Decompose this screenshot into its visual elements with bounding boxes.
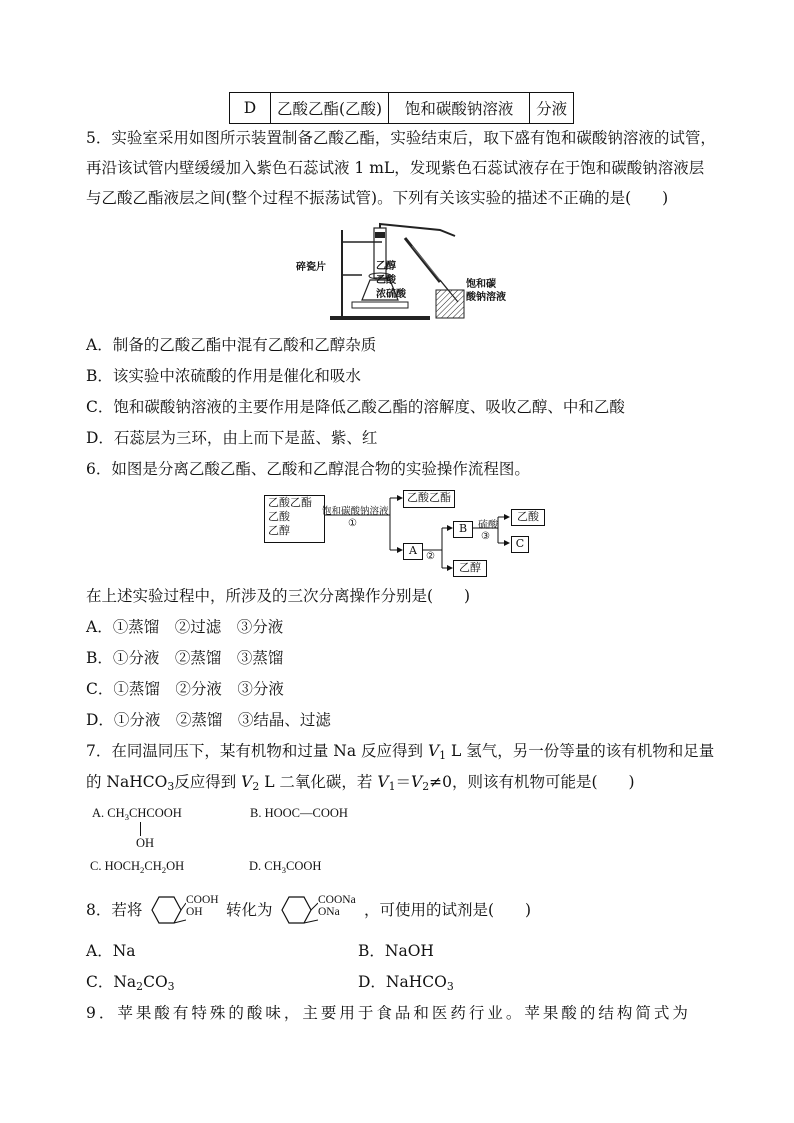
q5-option-a: A．制备的乙酸乙酯中混有乙酸和乙醇杂质 [86, 336, 377, 354]
q7-optD-a: D. CH [249, 859, 282, 873]
left-cooh: COOH [186, 894, 219, 906]
q7-optA-bond [140, 822, 141, 836]
label-porcelain-chips: 碎瓷片 [296, 262, 326, 273]
q5-line2: 再沿该试管内壁缓缓加入紫色石蕊试液 1 mL，发现紫色石蕊试液存在于饱和碳酸钠溶液层 [86, 159, 705, 177]
right-substituents [318, 894, 356, 918]
label-conc-h2so4: 浓硫酸 [376, 289, 406, 300]
step1-number: ① [348, 518, 357, 529]
step1-reagent: 饱和碳酸钠溶液 [322, 506, 389, 517]
step2-number: ② [426, 551, 435, 562]
q7-option-c: C. $HOCH_2CH_2OH$ [90, 859, 185, 875]
q7-line2: 的 NaHCO$_3$反应得到 $V_2$ L 二氧化碳，若 $V_1=V_2\ne 0$，则该有机物可能是( ) [86, 773, 635, 793]
q8-option-c: C．$Na_2CO_3$ [86, 973, 175, 993]
benzene-ring-right [276, 893, 318, 927]
mixture-ethanol: 乙醇 [268, 524, 290, 537]
flow-ethanol-box: 乙醇 [453, 560, 487, 577]
table-cell-substance: 乙酸乙酯(乙酸) [271, 93, 389, 124]
label-ethanol: 乙醇 [376, 261, 396, 272]
right-ona: ONa [318, 906, 340, 918]
mixture-ester: 乙酸乙酯 [268, 496, 312, 509]
step3-reagent: 硫酸 [478, 520, 498, 531]
q7-optA-rest: CHCOOH [129, 806, 182, 820]
left-oh: OH [186, 906, 203, 918]
q8-option-d: D．NaHCO$_3$ [358, 973, 454, 993]
q7-line2-b: 反应得到 [174, 773, 242, 791]
flow-box-b: B [453, 521, 473, 538]
q5-option-c: C．饱和碳酸钠溶液的主要作用是降低乙酸乙酯的溶解度、吸收乙醇、中和乙酸 [86, 398, 625, 416]
benzene-ring-left [144, 893, 186, 927]
q7-option-a: A. $CH_3CHCOOH$ [92, 806, 182, 822]
q8-optC-b: CO [143, 973, 168, 991]
q7-option-d: D. $CH_3COOH$ [249, 859, 322, 875]
q7-line2-c: L 二氧化碳，若 [259, 773, 378, 791]
q7-optC-a: C. HOCH [90, 859, 141, 873]
table-cell-letter: D [230, 93, 271, 124]
table-cell-reagent: 饱和碳酸钠溶液 [389, 93, 530, 124]
q6-option-b: B．①分液 ②蒸馏 ③蒸馏 [86, 649, 284, 667]
q8-prefix: 8．若将 [86, 901, 143, 919]
q7-line1-a: 7．在同温同压下，某有机物和过量 Na 反应得到 [86, 742, 428, 760]
answer-table-row [229, 92, 574, 124]
flow-acid-box: 乙酸 [511, 509, 545, 526]
q7-optC-c: OH [166, 859, 185, 873]
right-coona: COONa [318, 894, 356, 906]
q7-optA-prefix: A. CH [92, 806, 125, 820]
q7-optC-b: CH [144, 859, 162, 873]
q7-line1-b: L 氢气，另一份等量的该有机物和足量 [446, 742, 715, 760]
q5-option-b: B．该实验中浓硫酸的作用是催化和吸水 [86, 367, 361, 385]
flow-box-a: A [403, 543, 423, 560]
flow-box-c: C [511, 536, 529, 553]
mixture-acid: 乙酸 [268, 510, 290, 523]
q8-optD-a: D．NaHCO [358, 973, 447, 991]
q8-middle: 转化为 [226, 901, 273, 919]
label-acetic-acid: 乙酸 [376, 275, 396, 286]
q6-option-a: A．①蒸馏 ②过滤 ③分液 [86, 618, 284, 636]
left-substituents [186, 894, 219, 918]
q8-option-b: B．NaOH [358, 942, 434, 960]
q7-option-b: B. HOOC—COOH [250, 806, 348, 820]
label-na2co3-line2: 酸钠溶液 [466, 292, 506, 303]
q7-line2-d: ≠0，则该有机物可能是( ) [429, 773, 635, 791]
label-na2co3-line1: 饱和碳 [466, 279, 496, 290]
q9-line1: 9．苹果酸有特殊的酸味，主要用于食品和医药行业。苹果酸的结构简式为 [86, 1004, 691, 1022]
q7-line1: 7．在同温同压下，某有机物和过量 Na 反应得到 $V_1$ L 氢气，另一份等量的该有机物和足量 [86, 742, 715, 762]
q7-optD-b: COOH [286, 859, 322, 873]
q6-question: 在上述实验过程中，所涉及的三次分离操作分别是( ) [86, 587, 471, 605]
q8-option-a: A．Na [86, 942, 136, 960]
q7-optA-oh: OH [136, 836, 155, 850]
q7-line2-a: 的 NaHCO [86, 773, 168, 791]
flow-mixture-box [264, 495, 325, 543]
q6-stem: 6．如图是分离乙酸乙酯、乙酸和乙醇混合物的实验操作流程图。 [86, 460, 530, 478]
q8-optC-a: C．Na [86, 973, 137, 991]
flow-ester-box: 乙酸乙酯 [403, 490, 455, 508]
step3-number: ③ [481, 531, 490, 542]
q8-suffix: ，可使用的试剂是( ) [364, 901, 532, 919]
q5-option-d: D．石蕊层为三环，由上而下是蓝、紫、红 [86, 429, 378, 447]
q6-option-c: C．①蒸馏 ②分液 ③分液 [86, 680, 284, 698]
q5-line3: 与乙酸乙酯液层之间(整个过程不振荡试管)。下列有关该实验的描述不正确的是( ) [86, 189, 669, 207]
table-cell-method: 分液 [530, 93, 574, 124]
q5-line1: 5．实验室采用如图所示装置制备乙酸乙酯，实验结束后，取下盛有饱和碳酸钠溶液的试管， [86, 129, 716, 147]
q6-option-d: D．①分液 ②蒸馏 ③结晶、过滤 [86, 711, 331, 729]
ester-apparatus-figure [290, 220, 530, 325]
